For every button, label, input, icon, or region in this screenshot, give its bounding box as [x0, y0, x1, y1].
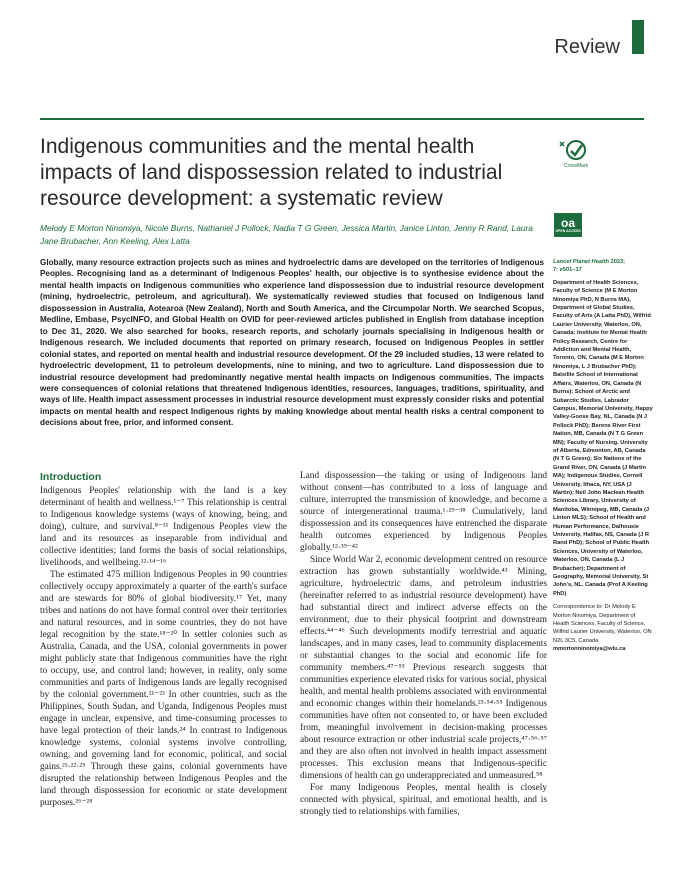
oa-label: oa	[560, 216, 575, 230]
section-color-bar	[632, 20, 644, 54]
author-list: Melody E Morton Ninomiya, Nicole Burns, Nathaniel J Pollock, Nadia T G Green, Jessica Martin, Janice Linton, Jenny R Rand, Laura Jane Brubacher, Ann Keeling, Alex Latta	[40, 223, 533, 246]
journal-pages: 7: e501–17	[553, 267, 582, 274]
journal-year: 2023;	[608, 259, 626, 265]
affiliations: Department of Health Sciences, Faculty of Science (M E Morton Ninomiya PhD, N Burns MA), Department of Global Studies, Faculty of Arts (A Latta PhD), Wilfrid Laurier University, Waterloo, ON, Canada; Institute for Mental Health Policy Research, Centre for Addiction and Mental Health, Toronto, ON, Canada (M E Morton Ninomiya, L J Brubacher PhD); Balsillie School of International Affairs, Waterloo, ON, Canada (N Burns); School of Arctic and Subarctic Studies, Labrador Campus, Memorial University, Happy Valley-Goose Bay, NL, Canada (N J Pollock PhD); Berens River First Nation, MB, Canada (N T G Green MN); Faculty of Nursing, University of Alberta, Edmonton, AB, Canada (N T G Green); Six Nations of the Grand River, ON, Canada (J Martin MA); Indigenous Studies, Cornell University, Ithaca, NY, USA (J Martin); Neil John Maclean Health Sciences Library, University of Manitoba, Winnipeg, MB, Canada (J Linton MLS); School of Health and Human Performance, Dalhousie University, Halifax, NS, Canada (J R Rand PhD); School of Public Health Sciences, University of Waterloo, Waterloo, ON, Canada (L J Brubacher); Department of Geography, Memorial University, St John's, NL, Canada (Prof A Keeling PhD)	[553, 279, 653, 597]
paragraph: Indigenous Peoples' relationship with the land is a key determinant of health and wellness.¹⁻⁷ This relationship is central to Indigenous knowledge systems (ways of knowing, being, and doing), culture, and survival.⁸⁻¹¹ Indigenous Peoples view the land and its resources as inseparable from individual and collective identities; land forms the basis of social relationships, livelihoods, and wellbeing.¹²·¹⁴⁻¹⁶	[40, 486, 287, 568]
journal-name: Lancet Planet Health	[553, 259, 609, 265]
paragraph: For many Indigenous Peoples, mental health is closely connected with physical, spiritual, and emotional health, and is strongly tied to relationships with families,	[300, 783, 547, 817]
body-column-left	[40, 470, 287, 809]
article-title: Indigenous communities and the mental health impacts of land dispossession related to industrial resource development: a systematic review	[40, 135, 503, 210]
section-label: Review	[554, 36, 620, 58]
oa-sublabel: OPEN ACCESS	[555, 229, 581, 233]
section-heading-introduction: Introduction	[40, 471, 102, 483]
paragraph: Since World War 2, economic development centred on resource extraction has grown substantially worldwide.⁴³ Mining, agriculture, hydroelectric dams, and petroleum industries (hereinafter referred to as industrial resource development) have had substantial direct and indirect adverse effects on the environment, due to their physical footprint and downstream effects.⁴⁴⁻⁴⁶ Such developments modify terrestrial and aquatic landscapes, and in many cases, lead to community displacements or substantial changes to the social and economic life for community members.⁴⁷⁻⁵³ Previous research suggests that communities experience elevated risks for various social, physical health, and mental health problems associated with environmental and economic changes within their homelands.²³·⁵⁴·⁵⁵ Indigenous communities have often not consented to, or have been excluded from, meaningful involvement in decision-making processes about resource extraction or other industrial scale projects,⁴⁷·⁵⁶·⁵⁷ and they are also often not involved in health impact assessment processes. This exclusion means that Indigenous-specific dimensions of health can go underappreciated and unmeasured.⁵⁸	[300, 555, 547, 781]
open-access-badge	[554, 213, 582, 237]
body-column-right	[300, 470, 547, 818]
header-rule	[40, 118, 644, 120]
crossmark-svg	[556, 136, 596, 170]
paragraph: Land dispossession—the taking or using of Indigenous land without consent—has contributed to a loss of language and culture, interrupted the transmission of knowledge, and become a source of intergenerational trauma.¹·²⁹⁻³⁸ Cumulatively, land dispossession and its consequences have entrenched the disparate health outcomes experienced by Indigenous Peoples globally.¹²·³⁹⁻⁴²	[300, 471, 547, 553]
correspondence	[553, 603, 653, 653]
correspondence-email[interactable]: mmortonninomiya@wlu.ca	[553, 646, 626, 653]
paragraph: The estimated 475 million Indigenous Peoples in 90 countries collectively occupy approximately a quarter of the earth's surface and are stewards for 80% of global biodiversity.¹⁷ Yet, many tribes and nations do not have formal control over their territories and natural resources, and in some countries, they do not have legal recognition by the state.¹⁸⁻²⁰ In settler colonies such as Australia, Canada, and the USA, colonial governments in power might publicly state that Indigenous communities have the right to occupy, use, and control land; however, in reality, only some communities and parts of Indigenous lands are legally recognised by the colonial government.²¹⁻²³ In other countries, such as the Philippines, South Sudan, and Uganda, Indigenous Peoples must engage in unclear, expensive, and time-consuming processes to have legal protection of their lands.²⁴ In contrast to Indigenous knowledge systems, colonial systems involve controlling, owning, and governing land for economic, political, and social gains.²¹·²²·²⁵ Through these gains, colonial governments have disrupted the relationship between Indigenous Peoples and the land through dispossession for economic or state development purposes.²⁶⁻²⁸	[40, 570, 287, 808]
abstract: Globally, many resource extraction projects such as mines and hydroelectric dams are developed on the territories of Indigenous Peoples. Recognising land as a determinant of Indigenous Peoples' health, our objective is to synthesise evidence about the mental health impacts on Indigenous communities who experience land dispossession due to industrial resource development (mining, hydroelectric, petroleum, and agricultural). We systematically reviewed studies that focused on Indigenous land dispossession in Australia, Aotearoa (New Zealand), North and South America, and the Circumpolar North. We searched Scopus, Medline, Embase, PsycINFO, and Global Health on OVID for peer-reviewed articles published in English from database inception to Dec 31, 2020. We also searched for books, research reports, and scholarly journals specialising in Indigenous health or Indigenous research. We included documents that reported on primary research, focused on Indigenous Peoples in settler colonial states, and reported on mental health and industrial resource development. Of the 29 included studies, 13 were related to hydroelectric development, 11 to petroleum developments, nine to mining, and two to agriculture. Land dispossession due to industrial resource development had predominantly negative mental health impacts on Indigenous communities. The impacts were consequences of colonial relations that threatened Indigenous identities, resources, languages, traditions, spirituality, and ways of life. Health impact assessment processes in industrial resource development must expressly consider risks and potential impacts on mental health and respect Indigenous rights by making knowledge about mental health risks a central component to decisions about free, prior, and informed consent.	[40, 258, 544, 428]
correspondence-text: Correspondence to: Dr Melody E Morton Ninomiya, Department of Health Sciences, Faculty of Science, Wilfrid Laurier University, Waterloo, ON N2L 3C5, Canada	[553, 604, 652, 644]
crossmark-label: CrossMark	[563, 163, 589, 169]
journal-citation	[553, 258, 653, 275]
crossmark-icon[interactable]	[556, 136, 596, 170]
sidebar	[553, 258, 653, 654]
